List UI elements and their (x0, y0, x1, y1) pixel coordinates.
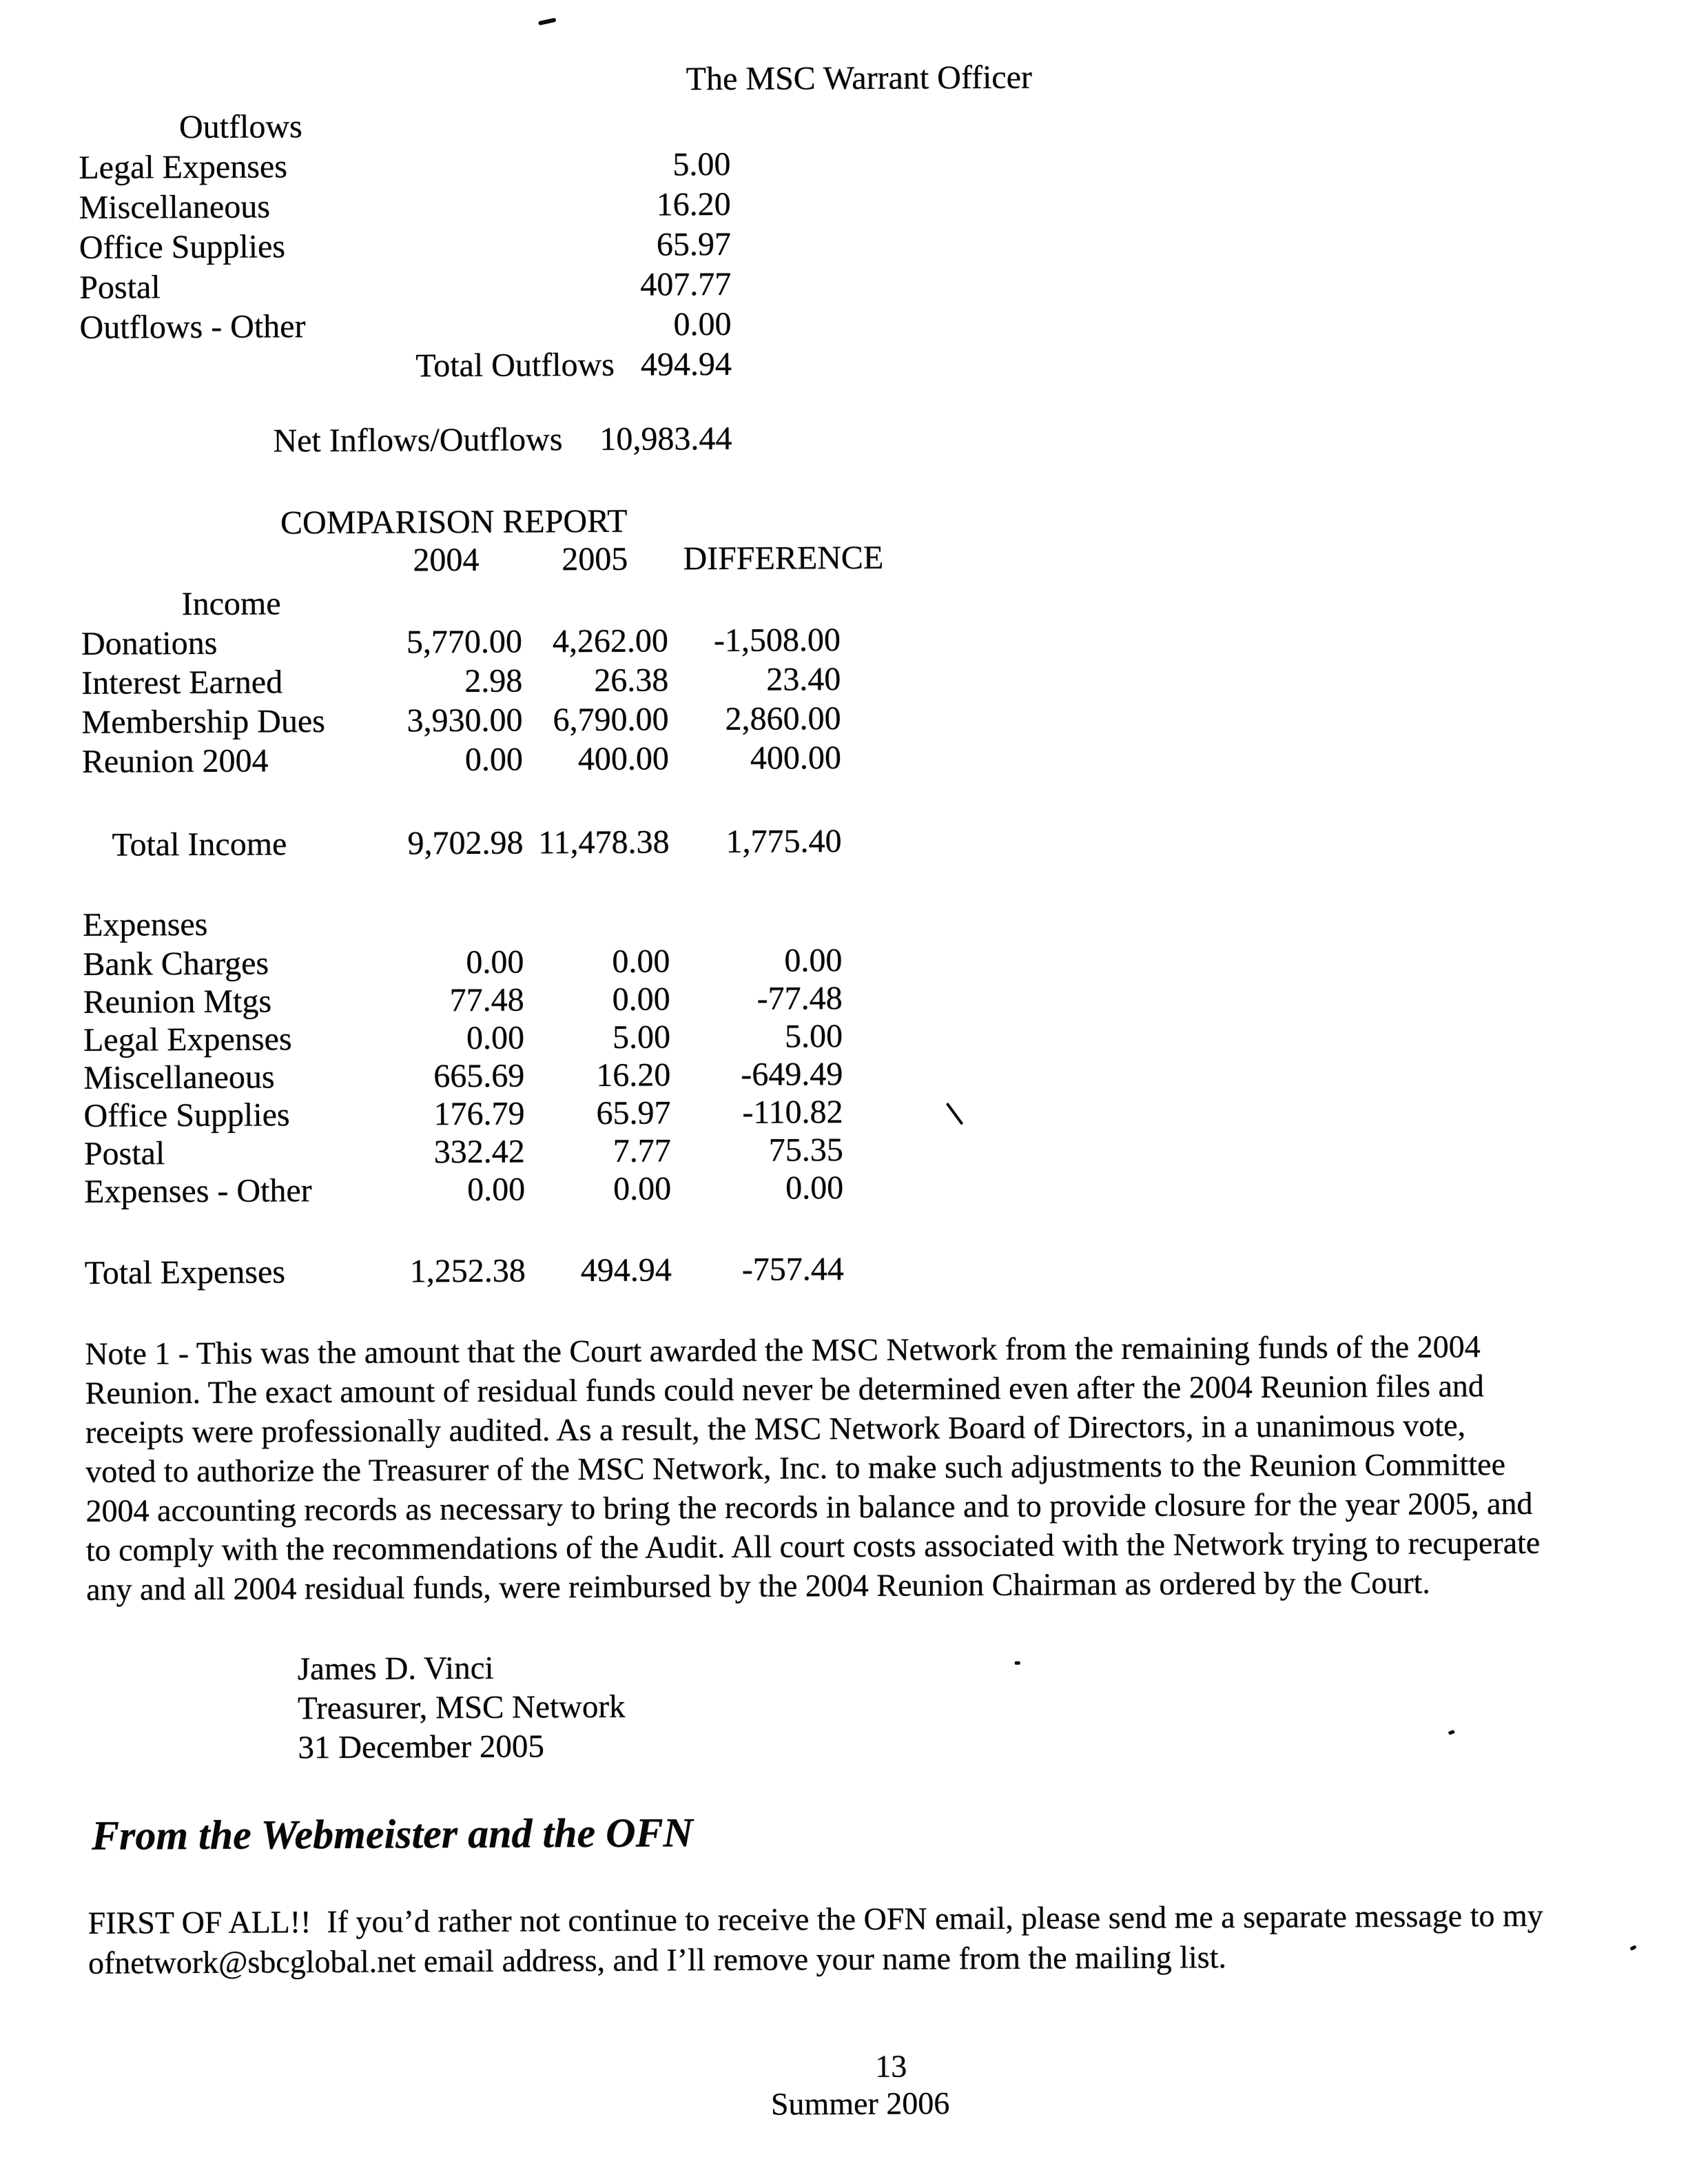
spacer-row (84, 1209, 902, 1257)
value-2005: 6,790.00 (553, 701, 669, 739)
value-2005: 16.20 (596, 1056, 671, 1094)
scan-speck-paragraph (1629, 1945, 1636, 1951)
comparison-report-title: COMPARISON REPORT (280, 502, 628, 542)
value-difference: 23.40 (766, 661, 841, 698)
row-label: Legal Expenses (83, 1021, 292, 1058)
value-2005: 5.00 (612, 1019, 671, 1056)
column-header-2005: 2005 (562, 540, 628, 578)
value-2004: 176.79 (433, 1095, 525, 1133)
note-paragraph (85, 1327, 1540, 1609)
value-2005: 26.38 (594, 662, 669, 699)
column-header-difference: DIFFERENCE (683, 539, 884, 577)
page-number: 13 (875, 2048, 907, 2084)
row-label: Total Income (112, 826, 287, 863)
signature-date: 31 December 2005 (298, 1728, 545, 1766)
row-label: Legal Expenses (79, 148, 288, 186)
value-2004: 3,930.00 (407, 702, 523, 739)
row-label: Postal (83, 1135, 165, 1172)
table-row (81, 702, 899, 746)
row-label: Bank Charges (83, 945, 269, 983)
scan-speck-signature (1015, 1661, 1020, 1665)
income-heading: Income (181, 585, 281, 623)
net-inflows-outflows-row (80, 422, 732, 460)
note-line: voted to authorize the Treasurer of the MSC Network, Inc. to make such adjustments to the Reunion Committee (85, 1446, 1506, 1489)
row-value: 16.20 (656, 185, 731, 223)
note-line: receipts were professionally audited. As a result, the MSC Network Board of Directors, in a unanimous vote, (85, 1407, 1466, 1450)
row-value: 0.00 (673, 305, 732, 343)
row-label: Donations (81, 624, 218, 662)
value-2005: 400.00 (577, 740, 670, 778)
row-label: Miscellaneous (83, 1058, 275, 1096)
value-2004: 0.00 (466, 1019, 525, 1056)
table-row (79, 148, 730, 192)
comparison-table (81, 539, 903, 1296)
signature-block (298, 1648, 626, 1768)
value-2004: 332.42 (433, 1133, 525, 1171)
row-value: 65.97 (656, 225, 732, 263)
row-label: Reunion 2004 (81, 742, 269, 780)
value-2005: 4,262.00 (552, 622, 669, 660)
scan-speck-date (1448, 1730, 1455, 1735)
paragraph-line: ofnetwork@sbcglobal.net email address, and I’ll remove your name from the mailing list. (88, 1939, 1227, 1981)
value-difference: -1,508.00 (713, 622, 841, 659)
signature-title: Treasurer, MSC Network (297, 1688, 626, 1727)
row-label: Net Inflows/Outflows (273, 421, 563, 460)
value-2005: 0.00 (613, 1170, 672, 1207)
column-header-2004: 2004 (413, 541, 480, 579)
spacer-row (83, 864, 901, 909)
value-2004: 0.00 (466, 943, 524, 981)
row-value: 407.77 (640, 265, 732, 303)
table-row (84, 1134, 902, 1176)
row-label: Reunion Mtgs (83, 983, 272, 1021)
value-difference: -77.48 (757, 980, 843, 1017)
spacer-row (82, 781, 900, 829)
value-2005: 11,478.38 (538, 823, 670, 861)
value-2004: 0.00 (464, 741, 524, 778)
value-2004: 0.00 (467, 1171, 526, 1208)
table-row (80, 422, 732, 460)
row-label: Office Supplies (79, 228, 286, 266)
paragraph-line: FIRST OF ALL!! If you’d rather not continue to receive the OFN email, please send me a separate message to my (88, 1897, 1543, 1941)
signature-name: James D. Vinci (297, 1650, 494, 1688)
income-heading-row (81, 584, 899, 628)
expenses-heading-row (83, 905, 901, 948)
value-difference: 5.00 (784, 1018, 843, 1055)
row-label: Total Outflows (415, 346, 615, 385)
value-2004: 77.48 (449, 981, 524, 1019)
value-2004: 665.69 (433, 1057, 525, 1095)
row-value: 5.00 (672, 145, 731, 183)
value-difference: -757.44 (741, 1251, 844, 1288)
total-outflows-row (80, 348, 732, 391)
value-difference: 75.35 (768, 1132, 843, 1169)
value-difference: 400.00 (750, 739, 842, 777)
row-label: Office Supplies (83, 1096, 290, 1134)
value-2005: 0.00 (612, 943, 670, 980)
page-title: The MSC Warrant Officer (686, 59, 1033, 98)
value-difference: 0.00 (785, 1169, 844, 1207)
value-difference: -649.49 (741, 1056, 843, 1093)
note-line: any and all 2004 residual funds, were reimbursed by the 2004 Reunion Chairman as ordered by the Court. (86, 1564, 1430, 1607)
table-row (79, 268, 731, 311)
table-row (82, 741, 900, 785)
value-2004: 1,252.38 (409, 1252, 526, 1290)
row-label: Total Expenses (84, 1254, 286, 1291)
value-difference: -110.82 (742, 1094, 843, 1131)
value-2005: 65.97 (596, 1094, 671, 1132)
row-value: 494.94 (640, 345, 732, 383)
note-line: to comply with the recommendations of the Audit. All court costs associated with the Network trying to recuperate (85, 1524, 1541, 1568)
value-2005: 7.77 (613, 1132, 671, 1169)
value-2004: 9,702.98 (407, 824, 524, 862)
value-2004: 2.98 (464, 662, 523, 699)
expenses-heading: Expenses (82, 905, 208, 943)
row-label: Miscellaneous (79, 188, 271, 226)
note-line: Note 1 - This was the amount that the Court awarded the MSC Network from the remaining funds of the 2004 (85, 1329, 1481, 1371)
scan-speck-mid (946, 1103, 964, 1125)
empty-cell (81, 544, 342, 589)
table-row (84, 1171, 902, 1214)
webmeister-paragraph (88, 1896, 1544, 1983)
value-2005: 494.94 (580, 1251, 672, 1289)
value-difference: 1,775.40 (726, 823, 842, 860)
row-label: Expenses - Other (84, 1172, 312, 1210)
total-income-row (82, 825, 900, 868)
row-label: Interest Earned (81, 664, 283, 702)
value-difference: 2,860.00 (725, 700, 841, 737)
note-line: 2004 accounting records as necessary to bring the records in balance and to provide closure for the year 2005, and (85, 1485, 1533, 1528)
table-row (79, 228, 731, 272)
value-difference: 0.00 (784, 942, 843, 979)
row-label: Outflows - Other (79, 308, 306, 346)
total-expenses-row (85, 1253, 903, 1296)
table-row (83, 982, 901, 1024)
webmeister-heading: From the Webmeister and the OFN (91, 1810, 694, 1859)
note-line: Reunion. The exact amount of residual funds could never be determined even after the 2004 Reunion files and (85, 1368, 1484, 1411)
issue-label: Summer 2006 (770, 2085, 950, 2122)
value-2005: 0.00 (612, 981, 670, 1018)
outflows-heading: Outflows (178, 108, 302, 146)
comparison-header-row (81, 542, 898, 589)
table-row (81, 663, 899, 706)
table-row (81, 624, 899, 667)
table-row (79, 308, 731, 351)
row-value: 10,983.44 (599, 420, 732, 458)
value-2004: 5,770.00 (406, 623, 523, 661)
table-row (79, 188, 731, 232)
row-label: Membership Dues (81, 703, 325, 741)
scan-speck-top (538, 18, 557, 25)
row-label: Postal (79, 269, 161, 306)
outflows-table (79, 145, 732, 391)
